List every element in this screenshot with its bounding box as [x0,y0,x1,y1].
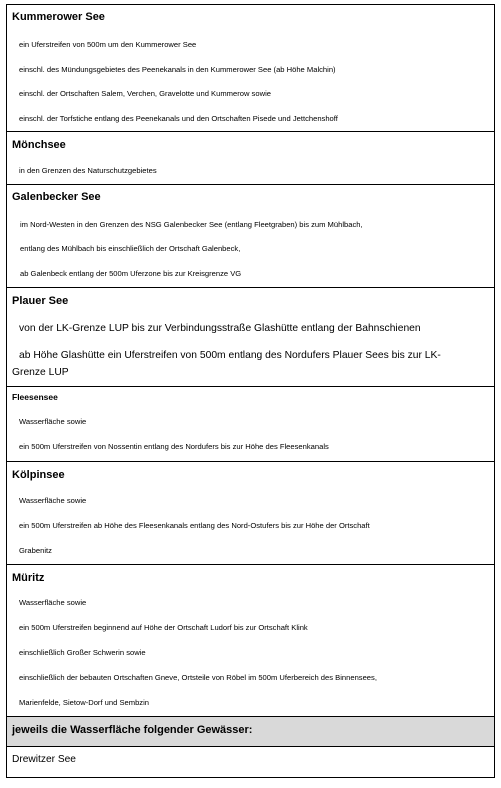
section-koelpinsee [7,462,494,565]
section-galenbecker-see [7,185,494,288]
section-line: Marienfelde, Sietow-Dorf und Sembzin [19,698,149,707]
section-title: Mönchsee [12,139,66,151]
section-title: Fleesensee [12,392,58,402]
section-line: einschließlich Großer Schwerin sowie [19,648,146,657]
section-line: Wasserfläche sowie [19,598,87,607]
section-kummerower-see [7,5,494,132]
section-title: Kölpinsee [12,469,65,481]
section-line: von der LK-Grenze LUP bis zur Verbindungsstraße Glashütte entlang der Bahnschienen [19,323,421,334]
section-title: Galenbecker See [12,191,101,203]
section-line: einschl. der Torfstiche entlang des Peenekanals und den Ortschaften Pisede und Jettchenshoff [19,114,338,123]
document-table [6,4,495,778]
section-title: Müritz [12,572,45,584]
section-line: ein 500m Uferstreifen beginnend auf Höhe der Ortschaft Ludorf bis zur Ortschaft Klink [19,623,308,632]
section-moenchsee [7,132,494,185]
section-line: ein 500m Uferstreifen ab Höhe des Fleesenkanals entlang des Nord-Ostufers bis zur Höhe der Ortschaft [19,521,370,530]
section-mueritz [7,565,494,717]
section-line: Wasserfläche sowie [19,417,87,426]
section-line: einschl. der Ortschaften Salem, Verchen, Gravelotte und Kummerow sowie [19,89,271,98]
section-line: Grabenitz [19,546,52,555]
water-header-row [7,717,494,747]
section-line: einschließlich der bebauten Ortschaften Gneve, Ortsteile von Röbel im 500m Uferbereich des Binnensees, [19,673,377,682]
section-title: Kummerower See [12,11,105,23]
section-line: Grenze LUP [12,367,69,378]
section-title: Plauer See [12,295,69,307]
section-line: in den Grenzen des Naturschutzgebietes [19,166,157,175]
section-line: im Nord-Westen in den Grenzen des NSG Galenbecker See (entlang Fleetgraben) bis zum Mühlbach, [20,220,363,229]
section-plauer-see [7,288,494,387]
water-item: Drewitzer See [12,754,76,765]
section-line: ab Höhe Glashütte ein Uferstreifen von 500m entlang des Nordufers Plauer Sees bis zur LK- [19,350,441,361]
water-header: jeweils die Wasserfläche folgender Gewässer: [12,724,253,736]
section-line: entlang des Mühlbach bis einschließlich der Ortschaft Galenbeck, [20,244,241,253]
section-line: ein 500m Uferstreifen von Nossentin entlang des Nordufers bis zur Höhe des Fleesenkanals [19,442,329,451]
section-line: Wasserfläche sowie [19,496,87,505]
section-line: einschl. des Mündungsgebietes des Peenekanals in den Kummerower See (ab Höhe Malchin) [19,65,336,74]
section-line: ein Uferstreifen von 500m um den Kummerower See [19,40,197,49]
section-line: ab Galenbeck entlang der 500m Uferzone bis zur Kreisgrenze VG [20,269,242,278]
water-item-row [7,747,494,779]
section-fleesensee [7,387,494,462]
